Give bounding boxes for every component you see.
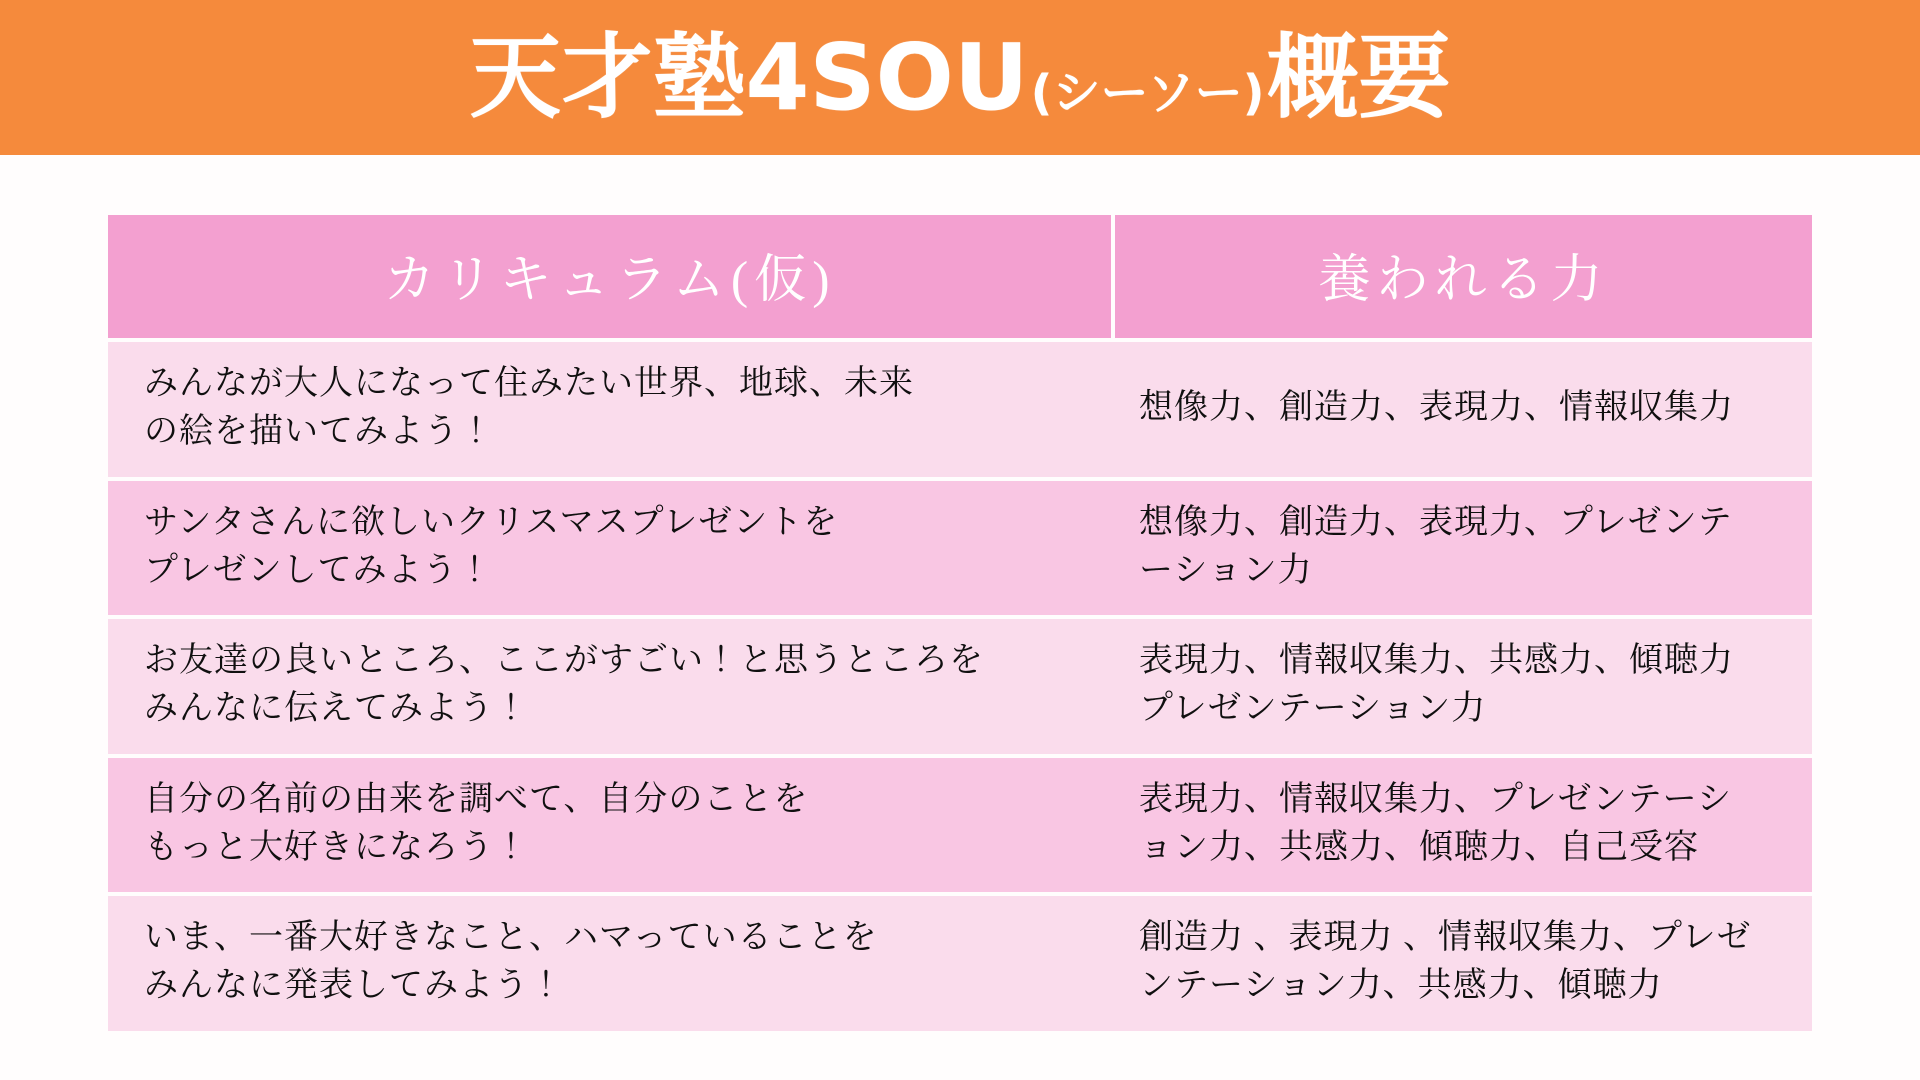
column-header-curriculum: カリキュラム(仮) (108, 215, 1113, 340)
cell-skills (1113, 479, 1812, 618)
cell-line: 自分の名前の由来を調べて、自分のことを (144, 780, 809, 818)
cell-skills (1113, 756, 1812, 895)
cell-line: みんなに発表してみよう！ (144, 967, 564, 1005)
cell-curriculum (108, 756, 1113, 895)
cell-curriculum (108, 340, 1113, 479)
cell-line: いま、一番大好きなこと、ハマっていることを (144, 919, 878, 957)
cell-line: 表現力、情報収集力、プレゼンテーシ (1139, 780, 1732, 818)
page-title (469, 23, 1451, 131)
column-header-skills: 養われる力 (1113, 215, 1812, 340)
page-title-main: 天才塾4SOU (469, 23, 1029, 131)
cell-line: 想像力、創造力、表現力、プレゼンテ (1139, 503, 1733, 541)
table-body (108, 340, 1812, 1033)
cell-line: みんなが大人になって住みたい世界、地球、未来 (144, 365, 914, 402)
cell-line: もっと大好きになろう！ (144, 828, 529, 866)
table-row (108, 894, 1812, 1033)
cell-line: 創造力 、表現力 、情報収集力、プレゼ (1139, 919, 1752, 957)
curriculum-table (108, 215, 1812, 1035)
cell-line: 想像力、創造力、表現力、情報収集力 (1139, 389, 1734, 427)
cell-line: ーション力 (1139, 551, 1313, 589)
cell-line: の絵を描いてみよう！ (144, 413, 494, 451)
page-title-suffix: 概要 (1266, 23, 1451, 131)
table-row (108, 340, 1812, 479)
table-row (108, 479, 1812, 618)
cell-line: ンテーション力、共感力、傾聴力 (1139, 967, 1663, 1005)
curriculum-table-container (108, 215, 1812, 1035)
cell-line: みんなに伝えてみよう！ (144, 690, 529, 728)
cell-line: ョン力、共感力、傾聴力、自己受容 (1139, 828, 1699, 866)
cell-curriculum (108, 479, 1113, 618)
cell-curriculum (108, 617, 1113, 756)
cell-skills (1113, 617, 1812, 756)
cell-line: お友達の良いところ、ここがすごい！と思うところを (144, 642, 984, 680)
table-row (108, 756, 1812, 895)
cell-line: 表現力、情報収集力、共感力、傾聴力 (1139, 642, 1734, 680)
cell-line: プレゼンしてみよう！ (144, 551, 493, 589)
cell-skills (1113, 894, 1812, 1033)
page-title-reading: (シーソー) (1030, 64, 1265, 121)
header-banner (0, 0, 1920, 155)
cell-line: サンタさんに欲しいクリスマスプレゼントを (144, 503, 839, 541)
table-row (108, 617, 1812, 756)
cell-skills (1113, 340, 1812, 479)
cell-curriculum (108, 894, 1113, 1033)
table-header-row (108, 215, 1812, 340)
cell-line: プレゼンテーション力 (1139, 690, 1487, 728)
table-header (108, 215, 1812, 340)
